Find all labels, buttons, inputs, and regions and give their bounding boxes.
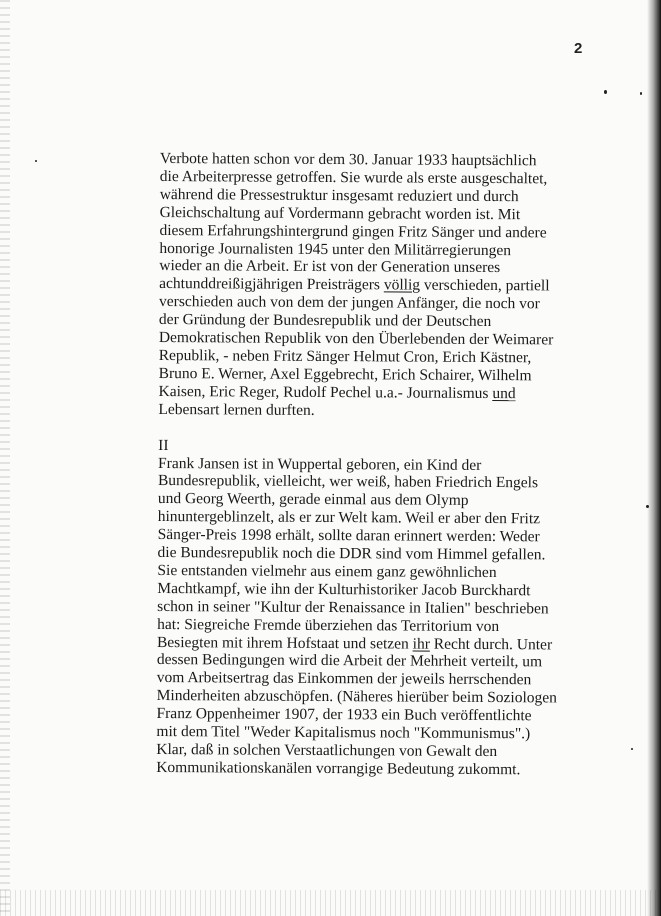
text-line: diesem Erfahrungshintergrund gingen Fritz Sänger und andere bbox=[159, 221, 547, 241]
text-line: wieder an die Arbeit. Er ist von der Generation unseres bbox=[159, 257, 501, 277]
text-line: hat: Siegreiche Fremde überziehen das Territorium von bbox=[157, 615, 500, 635]
scan-speck bbox=[646, 505, 649, 508]
section-marker: II bbox=[158, 436, 169, 454]
text-line: Bundesrepublik, vielleicht, wer weiß, haben Friedrich Engels bbox=[157, 472, 539, 492]
underlined-word: völlig bbox=[383, 276, 421, 294]
paragraph-1 bbox=[158, 150, 555, 421]
text-line: honorige Journalisten 1945 unter den Militärregierungen bbox=[159, 239, 512, 259]
text-line: Bruno E. Werner, Axel Eggebrecht, Erich Schairer, Wilhelm bbox=[158, 364, 532, 385]
text-line: schon in seiner "Kultur der Renaissance in Italien" beschrieben bbox=[157, 597, 549, 618]
text-segment: Besiegten mit ihrem Hofstaat und setzen bbox=[156, 633, 413, 653]
scan-speck bbox=[640, 92, 642, 95]
text-line: vom Arbeitsertrag das Einkommen der jeweils herrschenden bbox=[156, 669, 532, 689]
underlined-word: ihr bbox=[412, 635, 430, 653]
text-line: Minderheiten abzuschöpfen. (Näheres hierüber beim Soziologen bbox=[156, 687, 557, 707]
text-line: hinuntergeblinzelt, als er zur Welt kam. Weil er aber den Fritz bbox=[157, 508, 541, 528]
text-line: Gleichschaltung auf Vordermann gebracht worden ist. Mit bbox=[159, 203, 521, 223]
text-line: dessen Bedingungen wird die Arbeit der Mehrheit verteilt, um bbox=[156, 651, 543, 671]
text-line: und Georg Weerth, gerade einmal aus dem Olymp bbox=[157, 490, 469, 510]
scan-edge-right bbox=[647, 0, 661, 916]
underlined-word: und bbox=[492, 384, 516, 402]
body-text bbox=[156, 150, 555, 779]
scan-edge-bottom bbox=[0, 890, 661, 916]
text-line: Sänger-Preis 1998 erhält, sollte daran erinnert werden: Weder bbox=[157, 526, 540, 546]
text-line: Sie entstanden vielmehr aus einem ganz gewöhnlichen bbox=[157, 561, 497, 582]
text-segment: verschieden, partiell bbox=[419, 276, 550, 295]
text-line bbox=[157, 634, 552, 654]
text-line: Machtkampf, wie ihn der Kulturhistoriker Jacob Burckhardt bbox=[157, 579, 531, 600]
scan-speck bbox=[35, 160, 37, 162]
text-line: die Arbeiterpresse getroffen. Sie wurde als erste ausgeschaltet, bbox=[159, 167, 548, 188]
paragraph-2 bbox=[156, 454, 557, 779]
text-line: mit dem Titel "Weder Kapitalismus noch "Kommunismus".) bbox=[156, 723, 531, 743]
text-line: Verbote hatten schon vor dem 30. Januar 1933 hauptsächlich bbox=[159, 150, 537, 170]
text-line: der Gründung der Bundesrepublik und der Deutschen bbox=[158, 311, 492, 331]
scan-speck bbox=[604, 90, 607, 94]
text-line: Franz Oppenheimer 1907, der 1933 ein Buch veröffentlichte bbox=[156, 705, 532, 725]
scan-edge-left bbox=[0, 0, 10, 916]
text-segment: Recht durch. Unter bbox=[429, 635, 553, 653]
text-line bbox=[158, 383, 553, 403]
text-line: Republik, - neben Fritz Sänger Helmut Cron, Erich Kästner, bbox=[158, 346, 532, 367]
scan-speck bbox=[631, 748, 633, 750]
text-line: Kommunikationskanälen vorrangige Bedeutung zukommt. bbox=[156, 758, 521, 779]
text-segment: achtunddreißigjährigen Preisträgers bbox=[159, 275, 384, 294]
text-line: Klar, daß in solchen Verstaatlichungen von Gewalt den bbox=[156, 740, 498, 761]
text-segment: Kaisen, Eric Reger, Rudolf Pechel u.a.- Journalismus bbox=[158, 382, 493, 402]
text-line: Frank Jansen ist in Wuppertal geboren, ein Kind der bbox=[158, 454, 482, 474]
text-line: die Bundesrepublik noch die DDR sind vom Himmel gefallen. bbox=[157, 544, 546, 564]
text-line: Demokratischen Republik von den Überlebenden der Weimarer bbox=[158, 329, 554, 349]
text-line: Lebensart lernen durften. bbox=[158, 400, 315, 419]
text-line: verschieden auch von dem der jungen Anfänger, die noch vor bbox=[159, 293, 540, 313]
page-number: 2 bbox=[574, 40, 583, 57]
text-line: während die Pressestruktur insgesamt reduziert und durch bbox=[159, 185, 519, 206]
